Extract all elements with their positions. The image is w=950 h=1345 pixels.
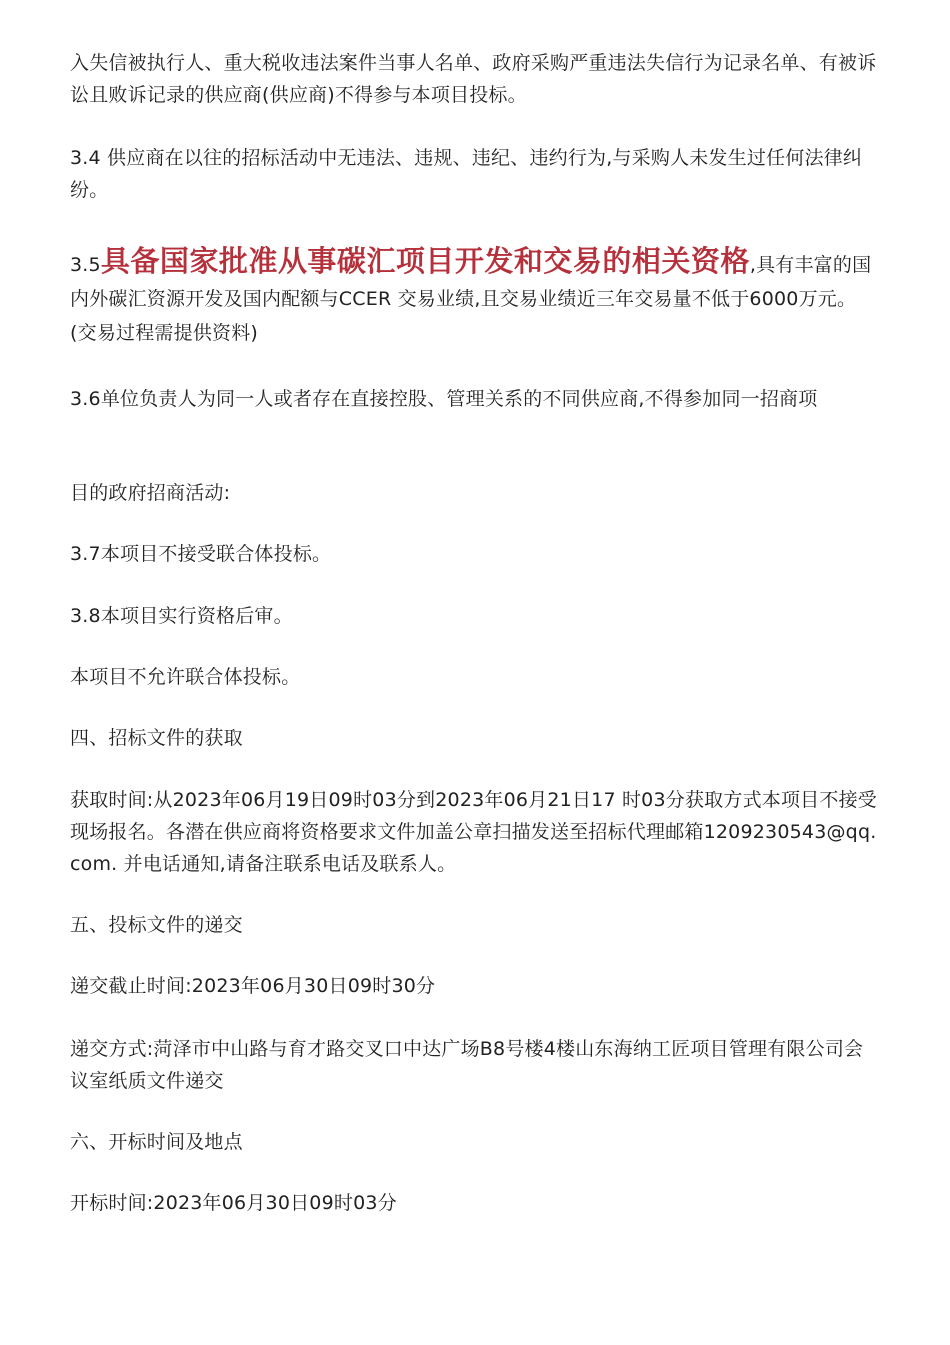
- paragraph-submission-deadline: 递交截止时间:2023年06月30日09时30分: [70, 975, 436, 997]
- paragraph-clause-3-8: 3.8本项目实行资格后审。: [70, 605, 293, 627]
- paragraph-clause-3-5: [70, 244, 882, 350]
- paragraph-clause-3-6-continued: 目的政府招商活动:: [70, 482, 231, 504]
- paragraph-blacklist-clause: 入失信被执行人、重大税收违法案件当事人名单、政府采购严重违法失信行为记录名单、有被诉讼且败诉记录的供应商(供应商)不得参与本项目投标。: [70, 52, 877, 106]
- paragraph-opening-time: 开标时间:2023年06月30日09时03分: [70, 1192, 397, 1214]
- paragraph-clause-3-7: 3.7本项目不接受联合体投标。: [70, 543, 332, 565]
- paragraph-clause-3-6: 3.6单位负责人为同一人或者存在直接控股、管理关系的不同供应商,不得参加同一招商项: [70, 388, 818, 410]
- section-heading-document-acquisition: 四、招标文件的获取: [70, 727, 243, 749]
- paragraph-acquisition-details: 获取时间:从2023年06月19日09时03分到2023年06月21日17 时03分获取方式本项目不接受现场报名。各潜在供应商将资格要求文件加盖公章扫描发送至招标代理邮箱1209230543@qq.com. 并电话通知,请备注联系电话及联系人。: [70, 789, 877, 875]
- clause-3-5-text: ,具有丰富的国内外碳汇资源开发及国内配额与CCER 交易业绩,且交易业绩近三年交易量不低于6000万元。(交易过程需提供资料): [70, 254, 872, 344]
- section-heading-bid-opening: 六、开标时间及地点: [70, 1131, 243, 1153]
- clause-3-5-number: 3.5: [70, 254, 101, 276]
- paragraph-no-consortium: 本项目不允许联合体投标。: [70, 666, 301, 688]
- highlighted-qualification: 具备国家批准从事碳汇项目开发和交易的相关资格: [100, 244, 750, 278]
- section-heading-bid-submission: 五、投标文件的递交: [70, 914, 243, 936]
- paragraph-submission-method: 递交方式:菏泽市中山路与育才路交叉口中达广场B8号楼4楼山东海纳工匠项目管理有限公司会议室纸质文件递交: [70, 1038, 864, 1092]
- paragraph-clause-3-4: 3.4 供应商在以往的招标活动中无违法、违规、违纪、违约行为,与采购人未发生过任何法律纠纷。: [70, 147, 863, 201]
